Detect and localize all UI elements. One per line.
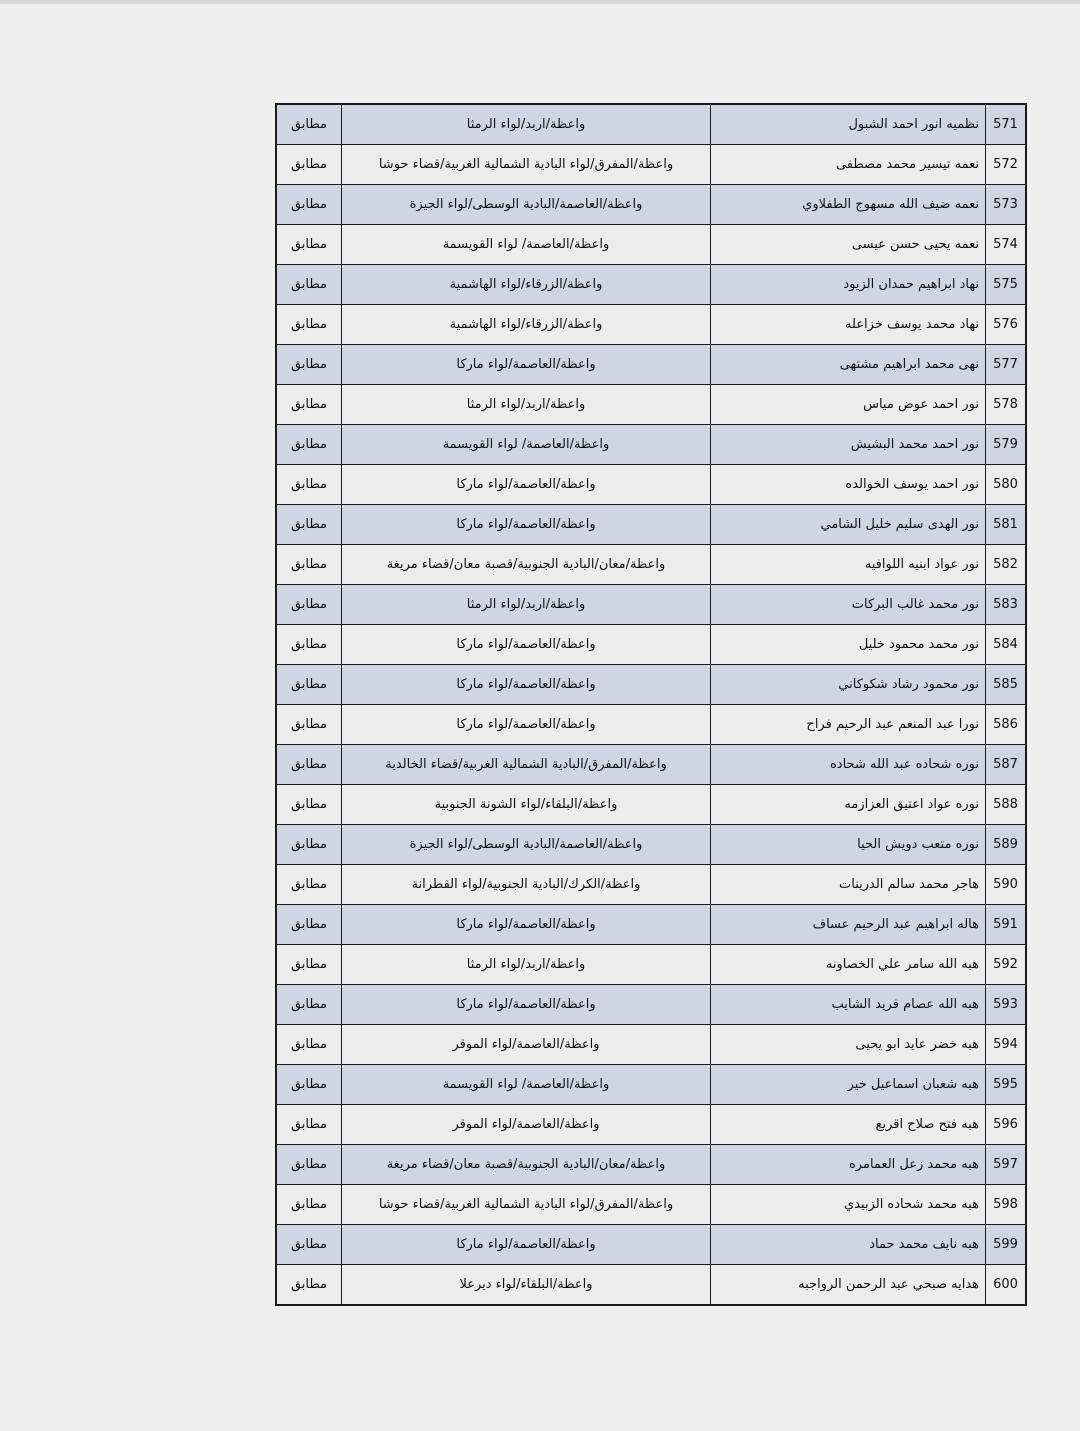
location-cell: واعظة/العاصمة/لواء الموقر xyxy=(342,1105,711,1145)
row-number-cell: 594 xyxy=(986,1025,1027,1065)
row-number-cell: 591 xyxy=(986,905,1027,945)
name-cell: هدايه صبحي عبد الرحمن الرواجبه xyxy=(711,1265,986,1306)
status-cell: مطابق xyxy=(276,585,342,625)
status-cell: مطابق xyxy=(276,1145,342,1185)
row-number-cell: 595 xyxy=(986,1065,1027,1105)
row-number-cell: 587 xyxy=(986,745,1027,785)
status-cell: مطابق xyxy=(276,225,342,265)
results-table xyxy=(275,103,1027,1306)
row-number-cell: 599 xyxy=(986,1225,1027,1265)
name-cell: هبه الله عصام فريد الشايب xyxy=(711,985,986,1025)
name-cell: هبه محمد زعل العمامره xyxy=(711,1145,986,1185)
location-cell: واعظة/البلقاء/لواء ديرعلا xyxy=(342,1265,711,1306)
name-cell: نهاد محمد يوسف خزاعله xyxy=(711,305,986,345)
table-row xyxy=(276,185,1026,225)
status-cell: مطابق xyxy=(276,905,342,945)
name-cell: هبه الله سامر علي الخصاونه xyxy=(711,945,986,985)
top-edge-strip xyxy=(0,0,1080,4)
status-cell: مطابق xyxy=(276,425,342,465)
location-cell: واعظة/العاصمة/البادية الوسطى/لواء الجيزة xyxy=(342,825,711,865)
location-cell: واعظة/العاصمة/لواء ماركا xyxy=(342,505,711,545)
row-number-cell: 584 xyxy=(986,625,1027,665)
status-cell: مطابق xyxy=(276,665,342,705)
row-number-cell: 573 xyxy=(986,185,1027,225)
name-cell: نظميه انور احمد الشبول xyxy=(711,104,986,145)
name-cell: هاله ابراهيم عبد الرحيم عساف xyxy=(711,905,986,945)
name-cell: نور عواد ابنيه اللوافيه xyxy=(711,545,986,585)
table-row xyxy=(276,1145,1026,1185)
table-row xyxy=(276,825,1026,865)
row-number-cell: 581 xyxy=(986,505,1027,545)
table-row xyxy=(276,104,1026,145)
table-row xyxy=(276,545,1026,585)
row-number-cell: 586 xyxy=(986,705,1027,745)
status-cell: مطابق xyxy=(276,825,342,865)
name-cell: هبه خضر عايد ابو يحيى xyxy=(711,1025,986,1065)
table-row xyxy=(276,145,1026,185)
table-row xyxy=(276,905,1026,945)
status-cell: مطابق xyxy=(276,104,342,145)
row-number-cell: 572 xyxy=(986,145,1027,185)
row-number-cell: 588 xyxy=(986,785,1027,825)
location-cell: واعظة/اربد/لواء الرمثا xyxy=(342,385,711,425)
name-cell: نهاد ابراهيم حمدان الزيود xyxy=(711,265,986,305)
name-cell: هاجر محمد سالم الدرينات xyxy=(711,865,986,905)
location-cell: واعظة/العاصمة/ لواء القويسمة xyxy=(342,225,711,265)
location-cell: واعظة/العاصمة/لواء ماركا xyxy=(342,905,711,945)
name-cell: نور احمد يوسف الخوالده xyxy=(711,465,986,505)
table-row xyxy=(276,305,1026,345)
status-cell: مطابق xyxy=(276,265,342,305)
row-number-cell: 571 xyxy=(986,104,1027,145)
name-cell: نهى محمد ابراهيم مشتهى xyxy=(711,345,986,385)
table-row xyxy=(276,505,1026,545)
status-cell: مطابق xyxy=(276,785,342,825)
status-cell: مطابق xyxy=(276,545,342,585)
location-cell: واعظة/الزرقاء/لواء الهاشمية xyxy=(342,305,711,345)
table-row xyxy=(276,1065,1026,1105)
location-cell: واعظة/المفرق/لواء البادية الشمالية الغربية/قضاء حوشا xyxy=(342,1185,711,1225)
table-row xyxy=(276,1225,1026,1265)
row-number-cell: 598 xyxy=(986,1185,1027,1225)
location-cell: واعظة/العاصمة/لواء الموقر xyxy=(342,1025,711,1065)
status-cell: مطابق xyxy=(276,1105,342,1145)
table-row xyxy=(276,1105,1026,1145)
location-cell: واعظة/الزرقاء/لواء الهاشمية xyxy=(342,265,711,305)
status-cell: مطابق xyxy=(276,1025,342,1065)
row-number-cell: 583 xyxy=(986,585,1027,625)
row-number-cell: 596 xyxy=(986,1105,1027,1145)
location-cell: واعظة/الكرك/البادية الجنوبية/لواء القطرانة xyxy=(342,865,711,905)
name-cell: هبه نايف محمد حماد xyxy=(711,1225,986,1265)
location-cell: واعظة/العاصمة/البادية الوسطى/لواء الجيزة xyxy=(342,185,711,225)
table-row xyxy=(276,625,1026,665)
row-number-cell: 589 xyxy=(986,825,1027,865)
row-number-cell: 577 xyxy=(986,345,1027,385)
status-cell: مطابق xyxy=(276,505,342,545)
name-cell: نور الهدى سليم خليل الشامي xyxy=(711,505,986,545)
row-number-cell: 576 xyxy=(986,305,1027,345)
name-cell: نعمه يحيى حسن عيسى xyxy=(711,225,986,265)
status-cell: مطابق xyxy=(276,185,342,225)
row-number-cell: 579 xyxy=(986,425,1027,465)
name-cell: نوره شحاده عبد الله شحاده xyxy=(711,745,986,785)
table-row xyxy=(276,745,1026,785)
row-number-cell: 590 xyxy=(986,865,1027,905)
table-row xyxy=(276,1025,1026,1065)
location-cell: واعظة/العاصمة/لواء ماركا xyxy=(342,625,711,665)
status-cell: مطابق xyxy=(276,625,342,665)
table-row xyxy=(276,985,1026,1025)
status-cell: مطابق xyxy=(276,345,342,385)
location-cell: واعظة/اربد/لواء الرمثا xyxy=(342,585,711,625)
location-cell: واعظة/العاصمة/لواء ماركا xyxy=(342,1225,711,1265)
status-cell: مطابق xyxy=(276,865,342,905)
name-cell: نور محمود رشاد شكوكاني xyxy=(711,665,986,705)
table-row xyxy=(276,945,1026,985)
row-number-cell: 593 xyxy=(986,985,1027,1025)
row-number-cell: 600 xyxy=(986,1265,1027,1306)
name-cell: نور احمد عوض مياس xyxy=(711,385,986,425)
name-cell: نورا عبد المنعم عبد الرحيم فراح xyxy=(711,705,986,745)
status-cell: مطابق xyxy=(276,985,342,1025)
table-row xyxy=(276,665,1026,705)
row-number-cell: 580 xyxy=(986,465,1027,505)
name-cell: هبه محمد شحاده الزبيدي xyxy=(711,1185,986,1225)
table-row xyxy=(276,785,1026,825)
row-number-cell: 575 xyxy=(986,265,1027,305)
location-cell: واعظة/العاصمة/ لواء القويسمة xyxy=(342,1065,711,1105)
name-cell: نور محمد محمود خليل xyxy=(711,625,986,665)
row-number-cell: 592 xyxy=(986,945,1027,985)
row-number-cell: 597 xyxy=(986,1145,1027,1185)
status-cell: مطابق xyxy=(276,305,342,345)
name-cell: نعمه ضيف الله مسهوج الطفلاوي xyxy=(711,185,986,225)
location-cell: واعظة/اربد/لواء الرمثا xyxy=(342,945,711,985)
row-number-cell: 582 xyxy=(986,545,1027,585)
location-cell: واعظة/العاصمة/لواء ماركا xyxy=(342,985,711,1025)
name-cell: هبه شعبان اسماعيل خير xyxy=(711,1065,986,1105)
status-cell: مطابق xyxy=(276,745,342,785)
location-cell: واعظة/العاصمة/لواء ماركا xyxy=(342,705,711,745)
table-row xyxy=(276,265,1026,305)
row-number-cell: 574 xyxy=(986,225,1027,265)
status-cell: مطابق xyxy=(276,385,342,425)
name-cell: هبه فتح صلاح اقريع xyxy=(711,1105,986,1145)
table-row xyxy=(276,465,1026,505)
status-cell: مطابق xyxy=(276,1265,342,1306)
location-cell: واعظة/العاصمة/لواء ماركا xyxy=(342,665,711,705)
name-cell: نعمه تيسير محمد مصطفى xyxy=(711,145,986,185)
location-cell: واعظة/معان/البادية الجنوبية/قصبة معان/قضاء مريغة xyxy=(342,1145,711,1185)
name-cell: نور محمد غالب البركات xyxy=(711,585,986,625)
status-cell: مطابق xyxy=(276,465,342,505)
table-body xyxy=(276,104,1026,1305)
status-cell: مطابق xyxy=(276,1065,342,1105)
location-cell: واعظة/المفرق/البادية الشمالية الغربية/قضاء الخالدية xyxy=(342,745,711,785)
name-cell: نوره متعب دويش الحيا xyxy=(711,825,986,865)
table-row xyxy=(276,705,1026,745)
table-row xyxy=(276,1185,1026,1225)
location-cell: واعظة/معان/البادية الجنوبية/قصبة معان/قضاء مريغة xyxy=(342,545,711,585)
table-row xyxy=(276,1265,1026,1306)
status-cell: مطابق xyxy=(276,145,342,185)
row-number-cell: 585 xyxy=(986,665,1027,705)
location-cell: واعظة/البلقاء/لواء الشونة الجنوبية xyxy=(342,785,711,825)
name-cell: نوره عواد اعتيق العزازمه xyxy=(711,785,986,825)
location-cell: واعظة/المفرق/لواء البادية الشمالية الغربية/قضاء حوشا xyxy=(342,145,711,185)
status-cell: مطابق xyxy=(276,705,342,745)
status-cell: مطابق xyxy=(276,945,342,985)
table-row xyxy=(276,425,1026,465)
table-row xyxy=(276,585,1026,625)
table-row xyxy=(276,225,1026,265)
status-cell: مطابق xyxy=(276,1185,342,1225)
table-row xyxy=(276,385,1026,425)
table-row xyxy=(276,345,1026,385)
row-number-cell: 578 xyxy=(986,385,1027,425)
location-cell: واعظة/العاصمة/ لواء القويسمة xyxy=(342,425,711,465)
table-row xyxy=(276,865,1026,905)
location-cell: واعظة/العاصمة/لواء ماركا xyxy=(342,345,711,385)
name-cell: نور احمد محمد البشيش xyxy=(711,425,986,465)
location-cell: واعظة/العاصمة/لواء ماركا xyxy=(342,465,711,505)
status-cell: مطابق xyxy=(276,1225,342,1265)
location-cell: واعظة/اربد/لواء الرمثا xyxy=(342,104,711,145)
